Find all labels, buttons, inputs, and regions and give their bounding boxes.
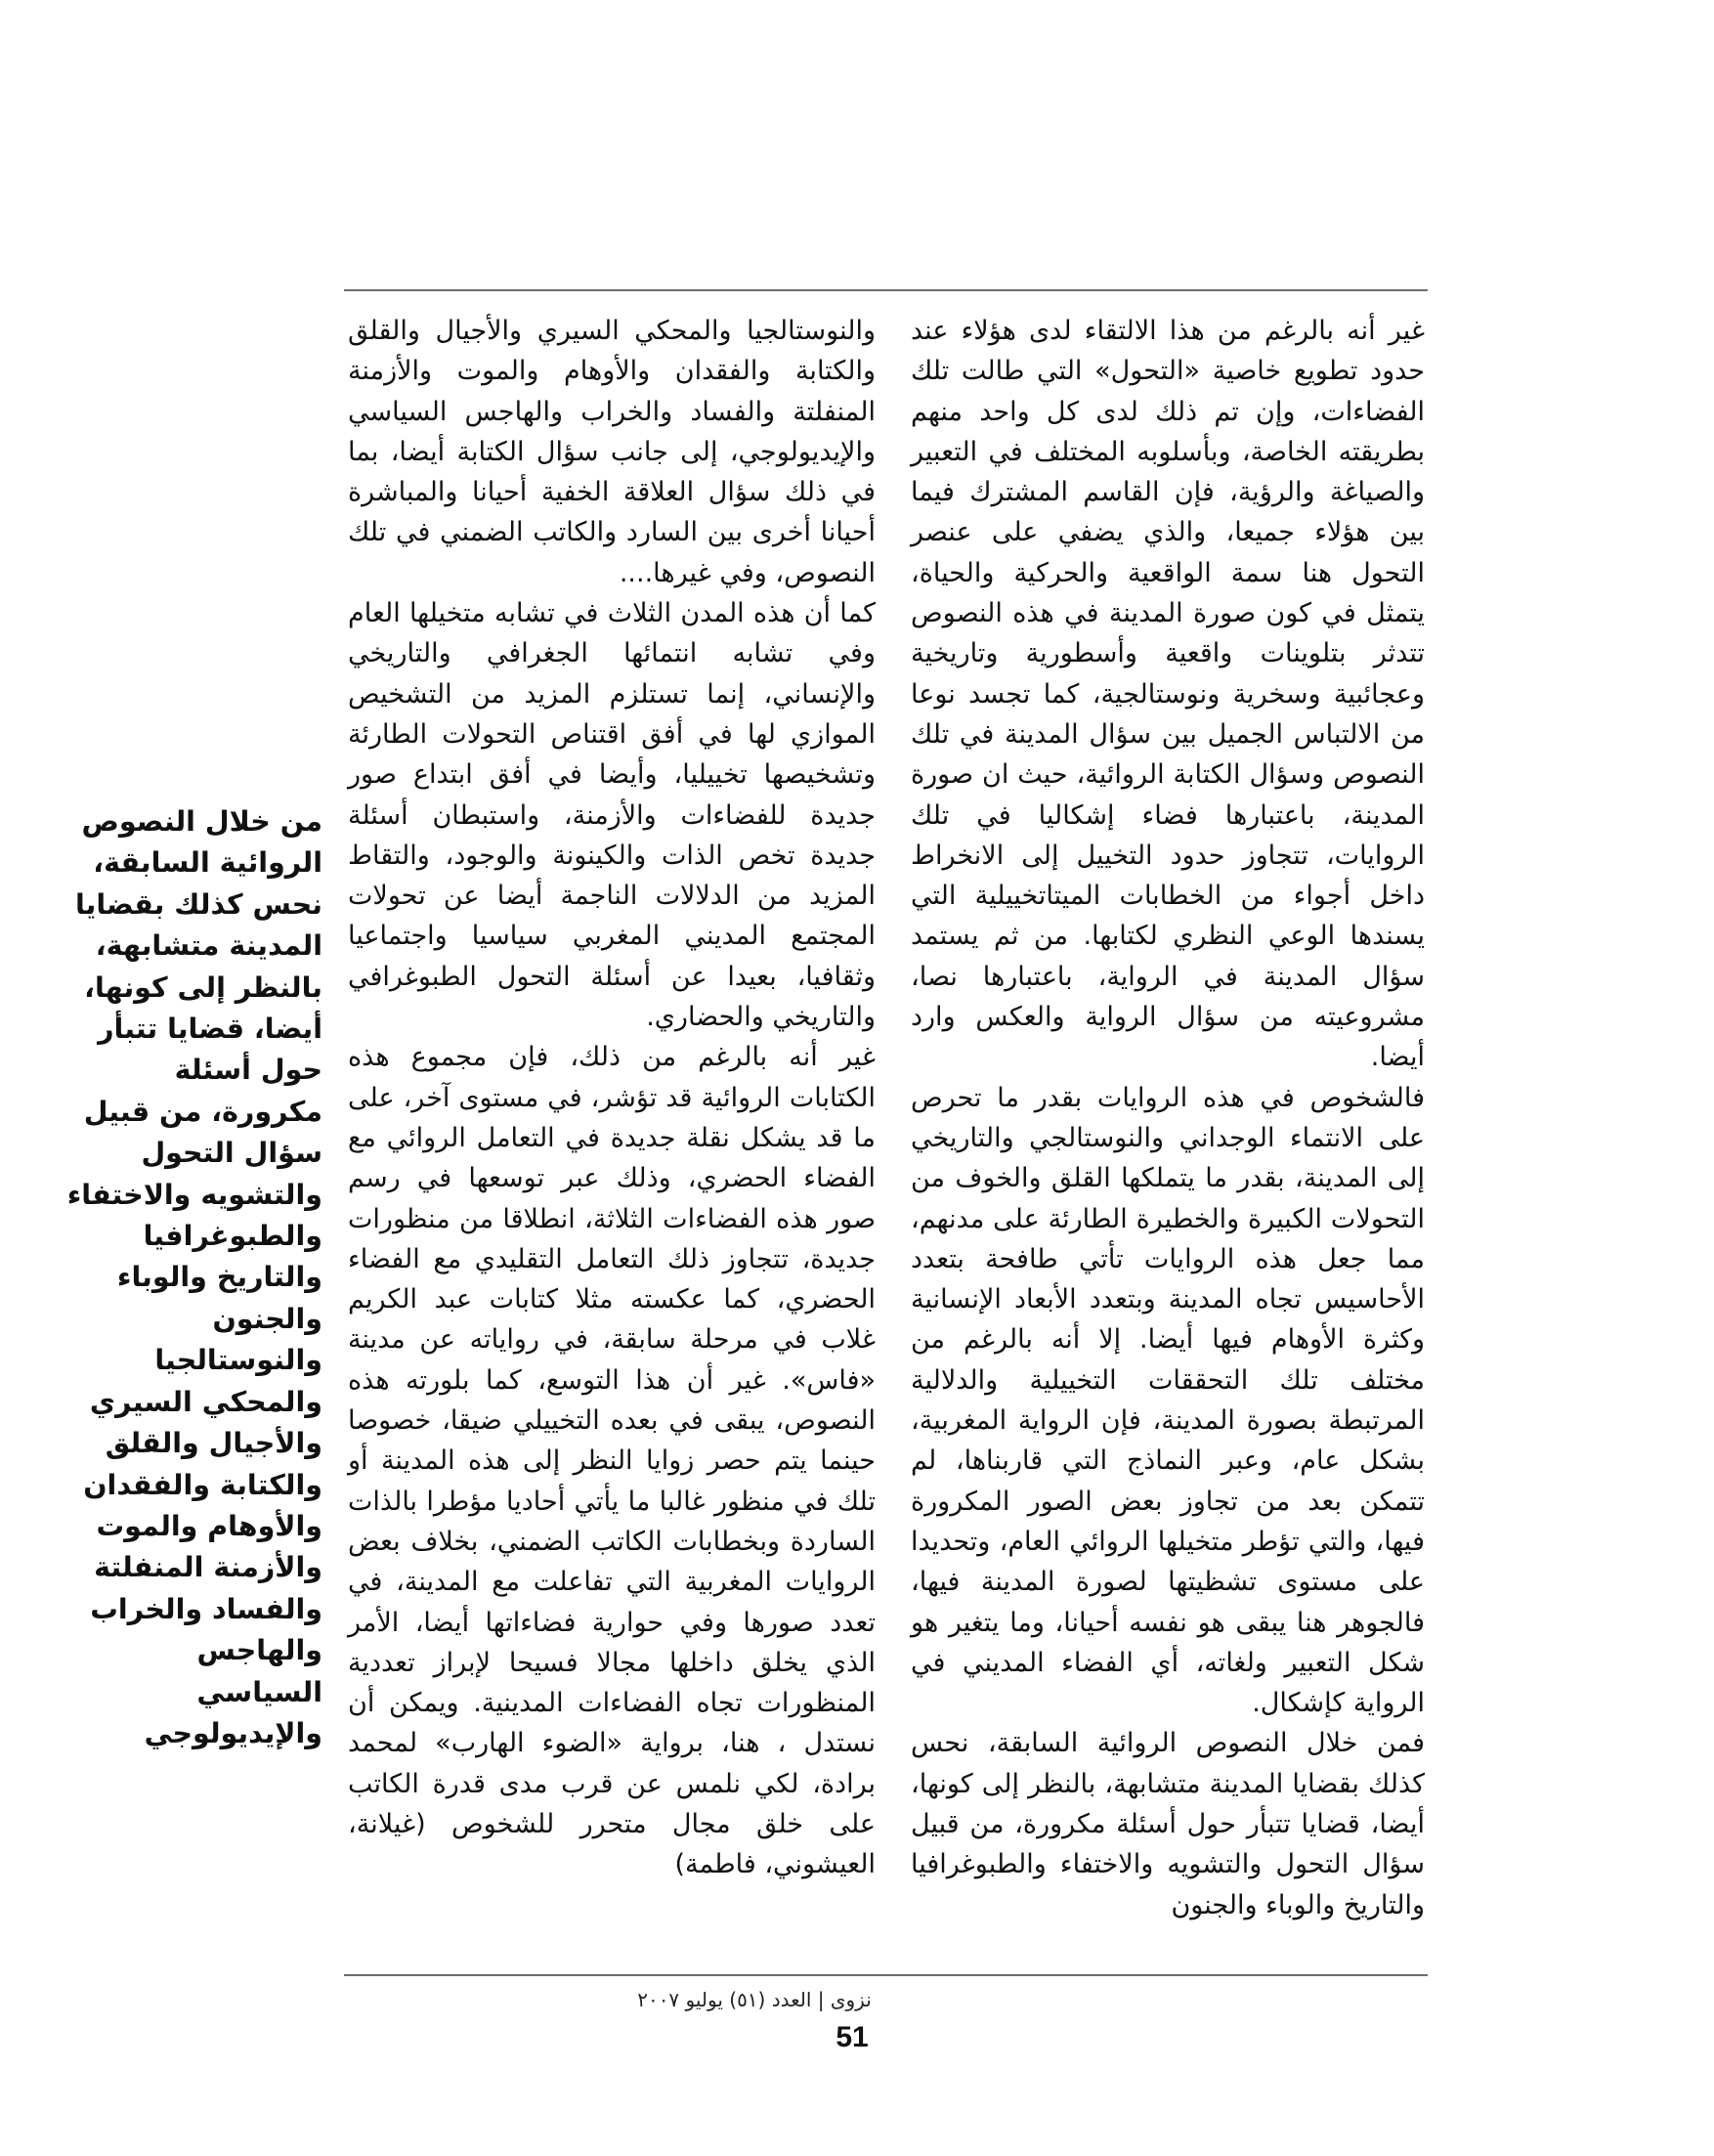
paragraph: فمن خلال النصوص الروائية السابقة، نحس كذلك بقضايا المدينة متشابهة، بالنظر إلى كونها، أيضا، قضايا تتبأر حول أسئلة مكرورة، من قبيل سؤال التحول والتشويه والاختفاء والطبوغرافيا والتاريخ والوباء والجنون xyxy=(911,1728,1425,1920)
article-column-middle xyxy=(348,311,876,1885)
pull-quote xyxy=(64,801,322,1754)
paragraph: فالشخوص في هذه الروايات بقدر ما تحرص على الانتماء الوجداني والنوستالجي والتاريخي إلى المدينة، بقدر ما يتملكها القلق والخوف من التحولات الكبيرة والخطيرة الطارئة على مدنهم، مما جعل هذه الروايات تأتي طافحة بتعدد الأحاسيس تجاه المدينة وبتعدد الأبعاد الإنسانية وكثرة الأوهام فيها أيضا. إلا أنه بالرغم من مختلف تلك التحققات التخييلية والدلالية المرتبطة بصورة المدينة، فإن الرواية المغربية، بشكل عام، وعبر النماذج التي قاربناها، لم تتمكن بعد من تجاوز بعض الصور المكرورة فيها، والتي تؤطر متخيلها الروائي العام، وتحديدا على مستوى تشظيتها لصورة المدينة فيها، فالجوهر هنا يبقى هو نفسه أحيانا، وما يتغير هو شكل التعبير ولغاته، أي الفضاء المديني في الرواية كإشكال. xyxy=(911,1082,1425,1719)
pull-quote-text: من خلال النصوص الروائية السابقة، نحس كذلك بقضايا المدينة متشابهة، بالنظر إلى كونها، أيضا، قضايا تتبأر حول أسئلة مكرورة، من قبيل سؤال التحول والتشويه والاختفاء والطبوغرافيا والتاريخ والوباء والجنون والنوستالجيا والمحكي السيري والأجيال والقلق والكتابة والفقدان والأوهام والموت والأزمنة المنفلتة والفساد والخراب والهاجس السياسي والإيديولوجي xyxy=(66,805,322,1749)
paragraph: كما أن هذه المدن الثلاث في تشابه متخيلها العام وفي تشابه انتمائها الجغرافي والتاريخي والإنساني، إنما تستلزم المزيد من التشخيص الموازي لها في أفق اقتناص التحولات الطارئة وتشخيصها تخييليا، وأيضا في أفق ابتداع صور جديدة للفضاءات والأزمنة، واستبطان أسئلة جديدة تخص الذات والكينونة والوجود، والتقاط المزيد من الدلالات الناجمة أيضا عن تحولات المجتمع المديني المغربي سياسيا واجتماعيا وثقافيا، بعيدا عن أسئلة التحول الطبوغرافي والتاريخي والحضاري. xyxy=(348,598,876,1033)
paragraph: غير أنه بالرغم من ذلك، فإن مجموع هذه الكتابات الروائية قد تؤشر، في مستوى آخر، على ما قد يشكل نقلة جديدة في التعامل الروائي مع الفضاء الحضري، وذلك عبر توسعها في رسم صور هذه الفضاءات الثلاثة، انطلاقا من منظورات جديدة، تتجاوز ذلك التعامل التقليدي مع الفضاء الحضري، كما عكسته مثلا كتابات عبد الكريم غلاب في مرحلة سابقة، في رواياته عن مدينة «فاس». غير أن هذا التوسع، كما بلورته هذه النصوص، يبقى في بعده التخييلي ضيقا، خصوصا حينما يتم حصر زوايا النظر إلى هذه المدينة أو تلك في منظور غالبا ما يأتي أحاديا مؤطرا بالذات الساردة وبخطابات الكاتب الضمني، بخلاف بعض الروايات المغربية التي تفاعلت مع المدينة، في تعدد صورها وفي حوارية فضاءاتها أيضا، الأمر الذي يخلق داخلها مجالا فسيحا لإبراز تعددية المنظورات تجاه الفضاءات المدينية. ويمكن أن نستدل ، هنا، برواية «الضوء الهارب» لمحمد برادة، لكي نلمس عن قرب مدى قدرة الكاتب على خلق مجال متحرر للشخوص (غيلانة، العيشوني، فاطمة) xyxy=(348,1042,876,1880)
paragraph: والنوستالجيا والمحكي السيري والأجيال والقلق والكتابة والفقدان والأوهام والموت والأزمنة المنفلتة والفساد والخراب والهاجس السياسي والإيديولوجي، إلى جانب سؤال الكتابة أيضا، بما في ذلك سؤال العلاقة الخفية أحيانا والمباشرة أحيانا أخرى بين السارد والكاتب الضمني في تلك النصوص، وفي غيرها.... xyxy=(348,316,876,588)
page-number: 51 xyxy=(836,2021,869,2053)
paragraph: غير أنه بالرغم من هذا الالتقاء لدى هؤلاء عند حدود تطويع خاصية «التحول» التي طالت تلك الفضاءات، وإن تم ذلك لدى كل واحد منهم بطريقته الخاصة، وبأسلوبه المختلف في التعبير والصياغة والرؤية، فإن القاسم المشترك فيما بين هؤلاء جميعا، والذي يضفي على عنصر التحول هنا سمة الواقعية والحركية والحياة، يتمثل في كون صورة المدينة في هذه النصوص تتدثر بتلوينات واقعية وأسطورية وتاريخية وعجائبية وسخرية ونوستالجية، كما تجسد نوعا من الالتباس الجميل بين سؤال المدينة في تلك النصوص وسؤال الكتابة الروائية، حيث ان صورة المدينة، باعتبارها فضاء إشكاليا في تلك الروايات، تتجاوز حدود التخييل إلى الانخراط داخل أجواء من الخطابات الميتاتخييلية التي يسندها الوعي النظري لكتابها. من ثم يستمد سؤال المدينة في الرواية، باعتبارها نصا، مشروعيته من سؤال الرواية والعكس وارد أيضا. xyxy=(911,316,1425,1073)
bottom-rule xyxy=(344,1974,1428,1976)
article-column-right xyxy=(911,311,1425,1925)
issue-footer: نزوى | العدد (٥١) يوليو ٢٠٠٧ xyxy=(637,1988,872,2011)
top-rule xyxy=(344,289,1428,291)
